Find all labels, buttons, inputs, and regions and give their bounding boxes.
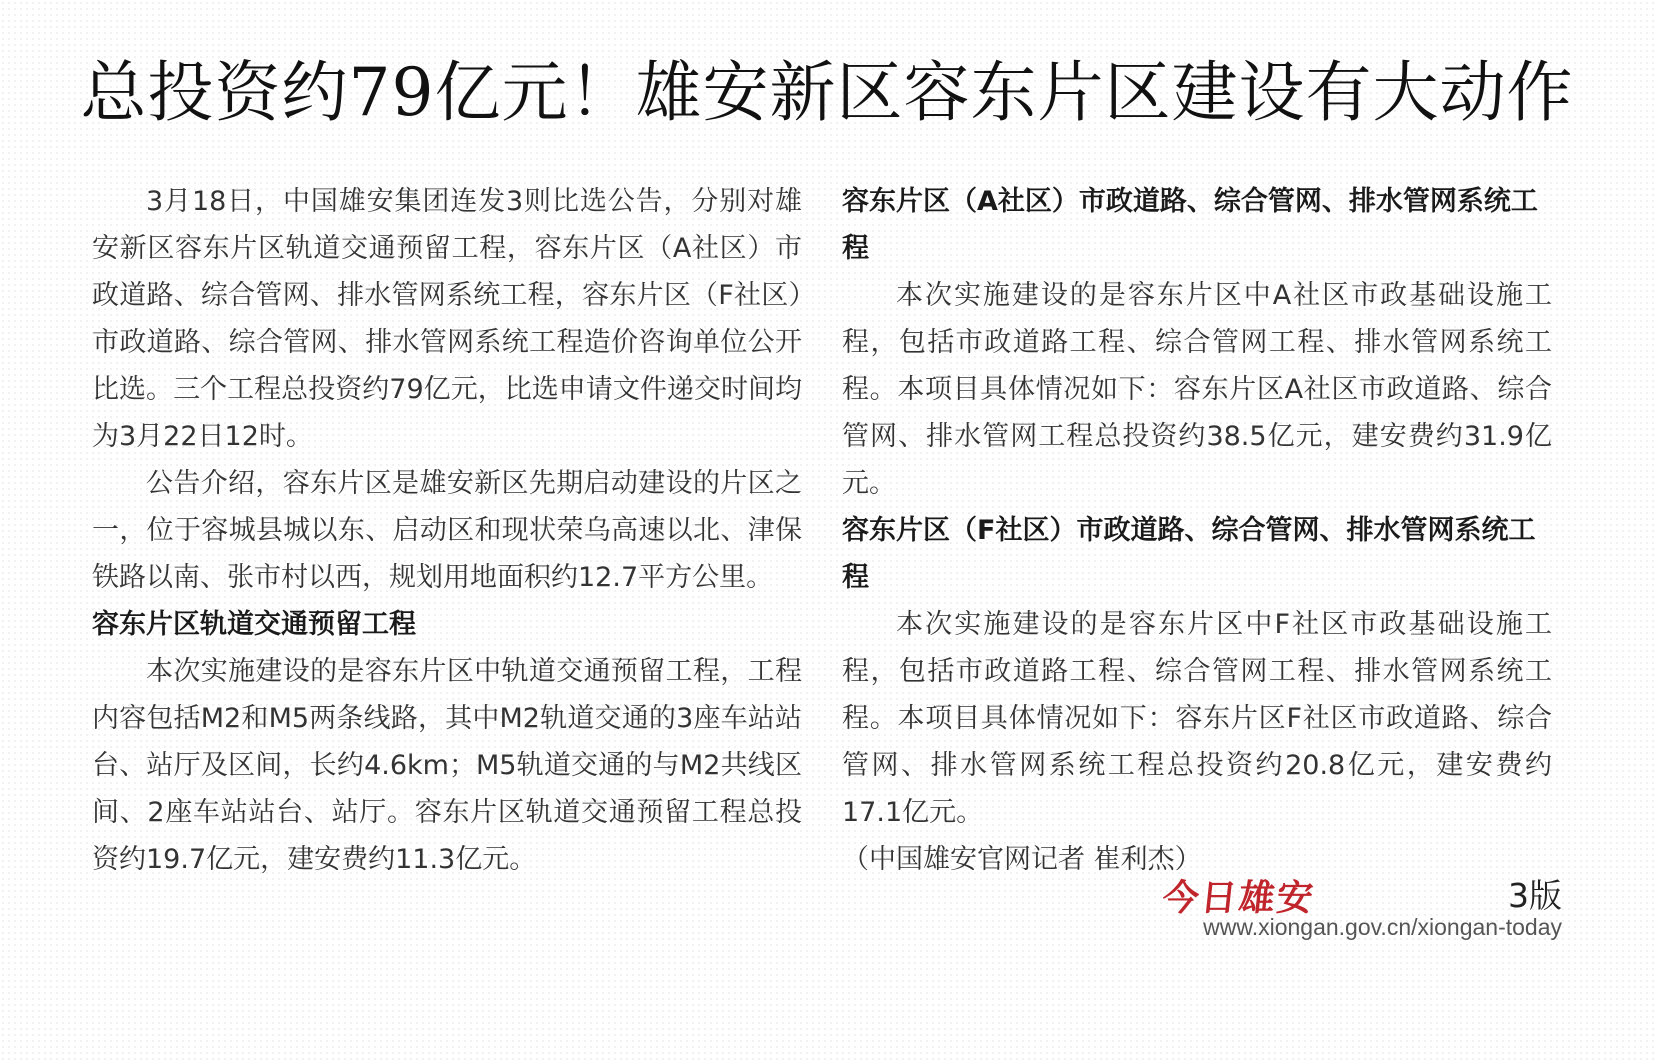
section-heading-community-f: 容东片区（F社区）市政道路、综合管网、排水管网系统工程 — [842, 515, 1536, 593]
paragraph-community-f: 本次实施建设的是容东片区中F社区市政基础设施工程，包括市政道路工程、综合管网工程、排水管网系统工程。本项目具体情况如下：容东片区F社区市政道路、综合管网、排水管网系统工程总投资约20.8亿元，建安费约17.1亿元。 — [842, 609, 1552, 828]
right-column — [842, 178, 1552, 883]
xiongan-today-logo: 今日雄安 — [1160, 877, 1317, 919]
paragraph-location: 公告介绍，容东片区是雄安新区先期启动建设的片区之一，位于容城县城以东、启动区和现状荣乌高速以北、津保铁路以南、张市村以西，规划用地面积约12.7平方公里。 — [92, 468, 802, 593]
section-heading-community-a: 容东片区（A社区）市政道路、综合管网、排水管网系统工程 — [842, 186, 1538, 264]
paragraph-community-a: 本次实施建设的是容东片区中A社区市政基础设施工程，包括市政道路工程、综合管网工程、排水管网系统工程。本项目具体情况如下：容东片区A社区市政道路、综合管网、排水管网工程总投资约38.5亿元，建安费约31.9亿元。 — [842, 280, 1552, 499]
headline: 总投资约79亿元！雄安新区容东片区建设有大动作 — [80, 54, 1574, 131]
source-url: www.xiongan.gov.cn/xiongan-today — [1203, 914, 1562, 940]
edition-number: 3版 — [1508, 876, 1562, 915]
left-column — [92, 178, 802, 883]
paragraph-rail: 本次实施建设的是容东片区中轨道交通预留工程，工程内容包括M2和M5两条线路，其中M2轨道交通的3座车站站台、站厅及区间，长约4.6km；M5轨道交通的与M2共线区间、2座车站站台、站厅。容东片区轨道交通预留工程总投资约19.7亿元，建安费约11.3亿元。 — [92, 656, 802, 875]
reporter-credit: （中国雄安官网记者 崔利杰） — [842, 844, 1202, 875]
paragraph-intro: 3月18日，中国雄安集团连发3则比选公告，分别对雄安新区容东片区轨道交通预留工程，容东片区（A社区）市政道路、综合管网、排水管网系统工程，容东片区（F社区）市政道路、综合管网、排水管网系统工程造价咨询单位公开比选。三个工程总投资约79亿元，比选申请文件递交时间均为3月22日12时。 — [92, 186, 802, 452]
section-heading-rail: 容东片区轨道交通预留工程 — [92, 609, 416, 640]
